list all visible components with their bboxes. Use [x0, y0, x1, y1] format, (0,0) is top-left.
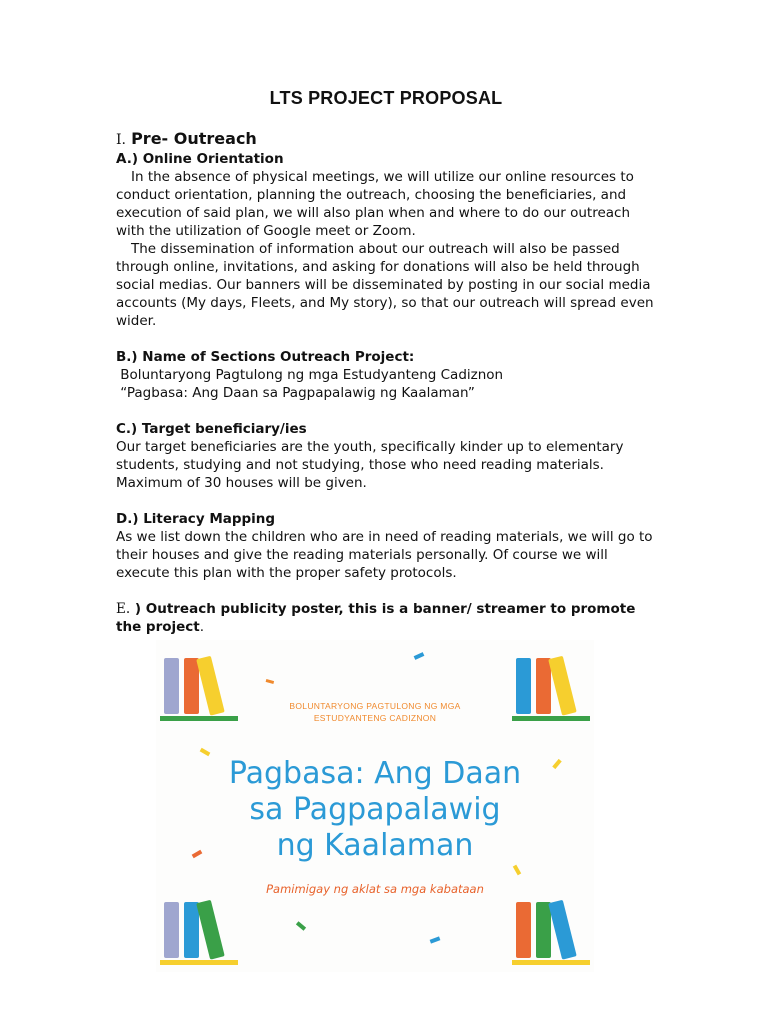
books-bottom-right-icon — [512, 900, 590, 965]
section-heading-pre-outreach — [116, 129, 656, 148]
paragraph-online-orientation-2: The dissemination of information about our outreach will also be passed through online, invitations, and asking for donations will also be held through social medias. Our banners will be disseminated by posting in our social media accounts (My days, Fleets, and My story), so that our outreach will spread even wider. — [116, 241, 654, 329]
document-page — [116, 88, 656, 636]
paragraph-literacy-mapping: As we list down the children who are in need of reading materials, we will go to their houses and give the reading materials personally. Of course we will execute this plan with the proper safety protocols. — [116, 529, 653, 581]
e-letter: E. — [116, 601, 131, 617]
poster-subtitle — [156, 700, 594, 724]
heading-target-beneficiaries: C.) Target beneficiary/ies — [116, 421, 307, 437]
heading-literacy-mapping: D.) Literacy Mapping — [116, 511, 276, 527]
publicity-poster — [156, 640, 594, 972]
poster-title-line-3: ng Kaalaman — [276, 828, 474, 863]
e-heading-text: ) Outreach publicity poster, this is a banner/ streamer to promote the project — [116, 601, 636, 635]
section-label: Pre- Outreach — [131, 129, 257, 148]
poster-title-line-2: sa Pagpapalawig — [249, 792, 501, 827]
section-numeral: I. — [116, 132, 126, 148]
project-name-line-2: “Pagbasa: Ang Daan sa Pagpapalawig ng Kaalaman” — [116, 385, 475, 401]
heading-publicity-poster — [116, 600, 656, 636]
poster-tagline: Pamimigay ng aklat sa mga kabataan — [266, 882, 484, 896]
heading-online-orientation: A.) Online Orientation — [116, 151, 284, 167]
poster-subtitle-line-1: BOLUNTARYONG PAGTULONG NG MGA — [289, 701, 461, 711]
paragraph-online-orientation-1: In the absence of physical meetings, we will utilize our online resources to conduct orientation, planning the outreach, choosing the beneficiaries, and execution of said plan, we will also plan when and where to do our outreach with the utilization of Google meet or Zoom. — [116, 169, 634, 239]
project-name-line-1: Boluntaryong Pagtulong ng mga Estudyanteng Cadiznon — [116, 367, 504, 383]
paragraph-target-beneficiaries: Our target beneficiaries are the youth, specifically kinder up to elementary students, studying and not studying, those who need reading materials. Maximum of 30 houses will be given. — [116, 439, 624, 491]
e-heading-period: . — [199, 619, 205, 635]
document-title: LTS PROJECT PROPOSAL — [269, 88, 503, 108]
poster-title-line-1: Pagbasa: Ang Daan — [228, 756, 522, 791]
books-bottom-left-icon — [160, 900, 238, 965]
heading-project-name: B.) Name of Sections Outreach Project: — [116, 349, 415, 365]
poster-title — [156, 756, 594, 864]
poster-subtitle-line-2: ESTUDYANTENG CADIZNON — [313, 713, 437, 723]
